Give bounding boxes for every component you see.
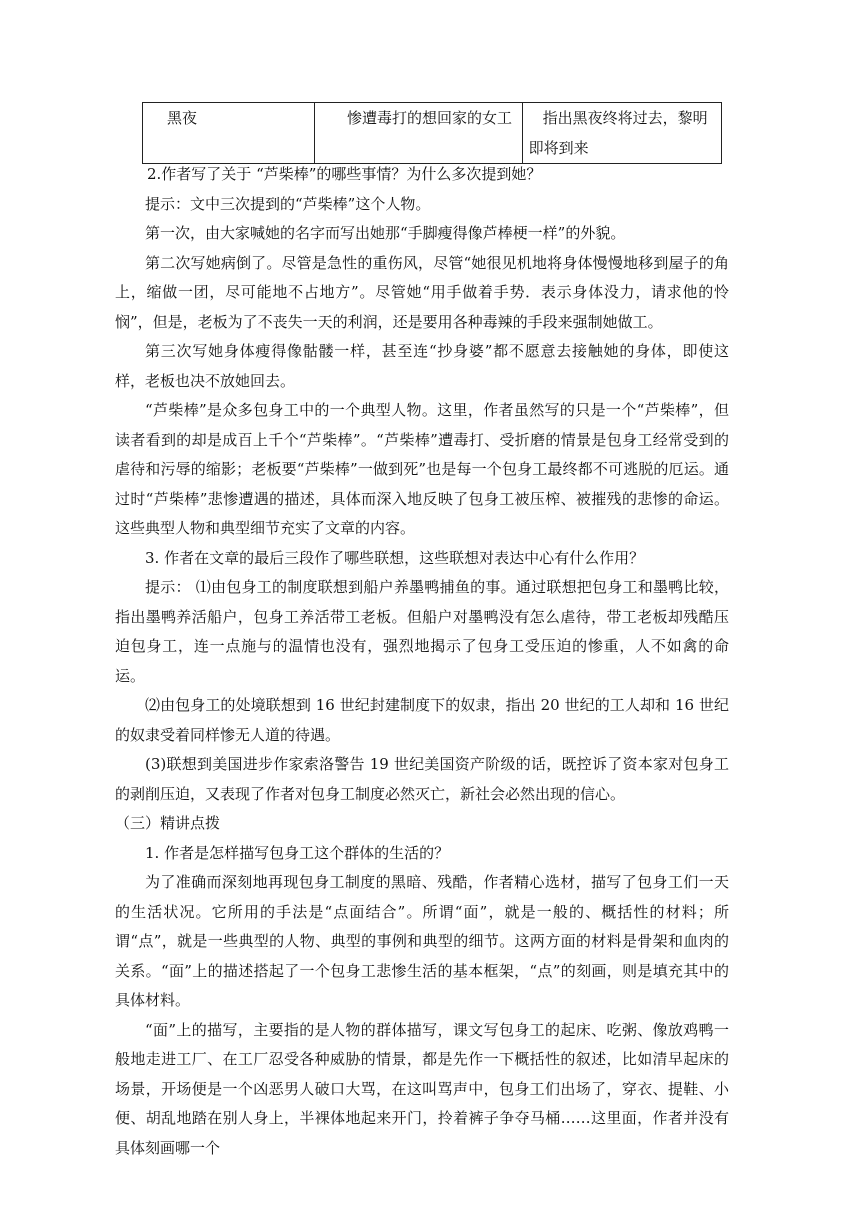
table-row — [143, 103, 722, 164]
table-cell: 惨遭毒打的想回家的女工 — [315, 103, 523, 164]
question-1: 1. 作者是怎样描写包身工这个群体的生活的？ — [145, 843, 450, 862]
question-3: 3. 作者在文章的最后三段作了哪些联想，这些联想对表达中心有什么作用？ — [145, 548, 645, 567]
paragraph: “芦柴棒”是众多包身工中的一个典型人物。这里，作者虽然写的只是一个“芦柴棒”，但读者看到的却是成百上千个“芦柴棒”。“芦柴棒”遭毒打、受折磨的情景是包身工经常受到的虐待和污辱的缩影；老板要“芦柴棒”一做到死”也是每一个包身工最终都不可逃脱的厄运。通过时“芦柴棒”悲惨遭遇的描述，具体而深入地反映了包身工被压榨、被摧残的悲惨的命运。这些典型人物和典型细节充实了文章的内容。 — [115, 401, 729, 537]
paragraph: ⑵由包身工的处境联想到 16 世纪封建制度下的奴隶，指出 20 世纪的工人却和 16 世纪的奴隶受着同样惨无人道的待遇。 — [115, 696, 729, 744]
paragraph: 为了准确而深刻地再现包身工制度的黑暗、残酷，作者精心选材，描写了包身工们一天的生活状况。它所用的手法是“点面结合”。所谓“面”，就是一般的、概括性的材料；所谓“点”，就是一些典型的人物、典型的事例和典型的细节。这两方面的材料是骨架和血肉的关系。“面”上的描述搭起了一个包身工悲惨生活的基本框架，“点”的刻画，则是填充其中的具体材料。 — [115, 873, 729, 1009]
paragraph: 提示：文中三次提到的“芦柴棒”这个人物。 — [145, 194, 431, 213]
summary-table — [142, 102, 722, 164]
table-cell: 指出黑夜终将过去，黎明即将到来 — [522, 103, 721, 164]
table-cell: 黑夜 — [143, 103, 315, 164]
section-heading: （三）精讲点拨 — [115, 814, 221, 832]
question-2: 2.作者写了关于 “芦柴棒”的哪些事情？为什么多次提到她？ — [147, 165, 542, 183]
paragraph: 第二次写她病倒了。尽管是急性的重伤风，尽管“她很见机地将身体慢慢地移到屋子的角上，缩做一团，尽可能地不占地方”。尽管她“用手做着手势．表示身体没力，请求他的怜悯”，但是，老板为了不丧失一天的利润，还是要用各种毒辣的手段来强制她做工。 — [115, 253, 729, 331]
paragraph: (3)联想到美国进步作家索洛警告 19 世纪美国资产阶级的话，既控诉了资本家对包身工的剥削压迫，又表现了作者对包身工制度必然灭亡，新社会必然出现的信心。 — [115, 755, 729, 803]
paragraph: “面”上的描写，主要指的是人物的群体描写，课文写包身工的起床、吃粥、像放鸡鸭一般地走进工厂、在工厂忍受各种威胁的情景，都是先作一下概括性的叙述，比如清早起床的场景，开场便是一个凶恶男人破口大骂，在这叫骂声中，包身工们出场了，穿衣、提鞋、小便、胡乱地踏在别人身上，半裸体地起来开门，拎着裤子争夺马桶……这里面，作者并没有具体刻画哪一个 — [115, 1020, 729, 1157]
paragraph: 提示： ⑴由包身工的制度联想到船户养墨鸭捕鱼的事。通过联想把包身工和墨鸭比较，指出墨鸭养活船户，包身工养活带工老板。但船户对墨鸭没有怎么虐待，带工老板却残酷压迫包身工，连一点施与的温情也没有，强烈地揭示了包身工受压迫的惨重，人不如禽的命运。 — [115, 578, 729, 685]
paragraph: 第一次，由大家喊她的名字而写出她那“手脚瘦得像芦棒梗一样”的外貌。 — [145, 224, 626, 242]
paragraph: 第三次写她身体瘦得像骷髅一样，甚至连“抄身婆”都不愿意去接触她的身体，即使这样，老板也决不放她回去。 — [115, 342, 729, 390]
document-body — [115, 160, 729, 1163]
